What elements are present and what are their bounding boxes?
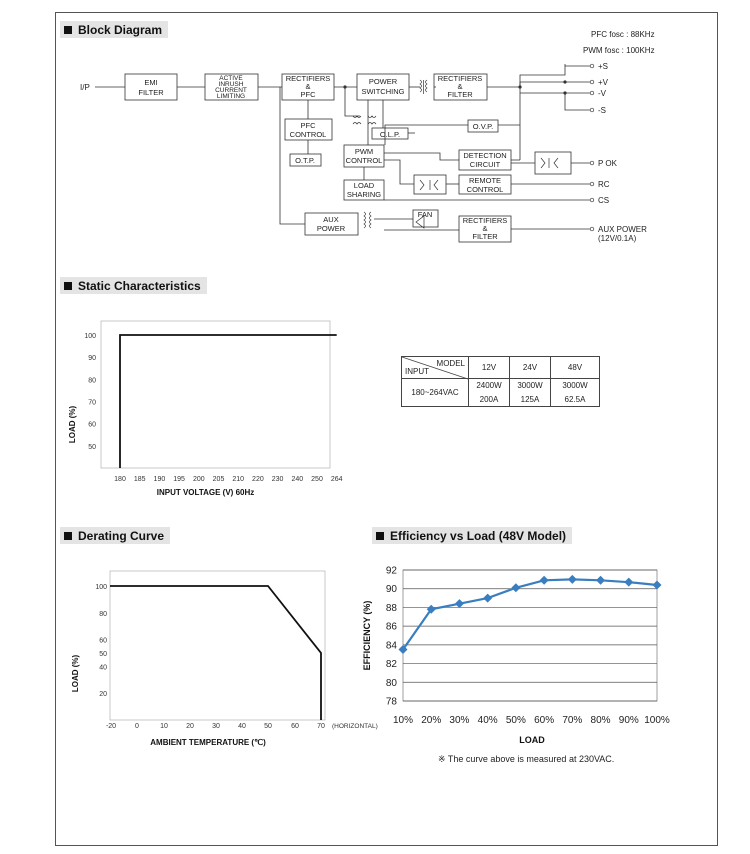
- y-axis-label: EFFICIENCY (%): [362, 600, 372, 671]
- svg-text:&: &: [482, 224, 488, 233]
- svg-text:POWER: POWER: [368, 77, 398, 86]
- svg-text:&: &: [305, 82, 311, 91]
- bullet-square-icon: [376, 532, 384, 540]
- pok-coupler-block: [535, 152, 571, 174]
- x-tick-label: 210: [232, 476, 245, 483]
- y-tick-label: 100: [95, 584, 107, 591]
- svg-text:FILTER: FILTER: [138, 88, 164, 97]
- section-efficiency-header: Efficiency vs Load (48V Model): [372, 527, 572, 544]
- y-tick-label: 82: [385, 659, 397, 671]
- x-tick-label: 70: [317, 723, 325, 730]
- svg-text:CIRCUIT: CIRCUIT: [469, 160, 501, 169]
- y-tick-label: 84: [385, 640, 397, 652]
- x-axis-label: INPUT VOLTAGE (V) 60Hz: [156, 488, 255, 497]
- svg-text:CS: CS: [598, 196, 610, 205]
- svg-text:INRUSH: INRUSH: [218, 81, 244, 88]
- svg-text:-V: -V: [598, 89, 606, 98]
- y-tick-label: 90: [385, 584, 397, 596]
- svg-text:O.L.P.: O.L.P.: [379, 130, 401, 139]
- svg-text:CONTROL: CONTROL: [345, 156, 383, 165]
- svg-text:EMI: EMI: [144, 78, 158, 87]
- svg-text:SHARING: SHARING: [346, 190, 382, 199]
- svg-text:FILTER: FILTER: [447, 90, 473, 99]
- block-diagram: [0, 0, 750, 260]
- svg-text:+S: +S: [598, 62, 609, 71]
- derating-curve-chart: [60, 570, 390, 755]
- y-tick-label: 88: [385, 602, 397, 614]
- svg-text:PFC: PFC: [300, 121, 316, 130]
- bullet-square-icon: [64, 282, 72, 290]
- x-tick-label: 30: [212, 723, 220, 730]
- x-tick-label: 80%: [590, 715, 611, 726]
- x-tick-label: 30%: [449, 715, 470, 726]
- x-axis-label: LOAD: [519, 735, 545, 745]
- svg-text:PWM: PWM: [354, 147, 374, 156]
- svg-text:P OK: P OK: [598, 159, 617, 168]
- svg-text:REMOTE: REMOTE: [468, 176, 502, 185]
- y-tick-label: 20: [99, 691, 107, 699]
- y-tick-label: 80: [99, 610, 107, 618]
- svg-text:POWER: POWER: [316, 224, 346, 233]
- plot-area: [403, 570, 657, 701]
- model-input-header: [402, 357, 469, 379]
- section-block-diagram-header: Block Diagram: [60, 21, 168, 38]
- y-tick-label: 80: [88, 377, 96, 385]
- svg-text:O.V.P.: O.V.P.: [472, 122, 494, 131]
- svg-text:-S: -S: [598, 106, 606, 115]
- svg-text:+V: +V: [598, 78, 609, 87]
- input-header-label: INPUT: [405, 367, 429, 376]
- svg-text:CONTROL: CONTROL: [466, 185, 504, 194]
- power-24v: 3000W: [510, 379, 551, 393]
- efficiency-note: ※ The curve above is measured at 230VAC.: [438, 754, 615, 764]
- ip-label: I/P: [80, 83, 90, 92]
- power-12v: 2400W: [469, 379, 510, 393]
- svg-text:O.T.P.: O.T.P.: [295, 156, 315, 165]
- current-12v: 200A: [469, 393, 510, 407]
- y-axis-label: LOAD (%): [68, 405, 77, 444]
- x-tick-label: 60: [291, 723, 299, 730]
- plot-area: [110, 571, 325, 720]
- x-tick-label: -20: [105, 723, 117, 730]
- x-tick-label: 185: [133, 476, 146, 483]
- bullet-square-icon: [64, 532, 72, 540]
- section-static-header: Static Characteristics: [60, 277, 207, 294]
- current-24v: 125A: [510, 393, 551, 407]
- model-col-12v: 12V: [469, 357, 510, 379]
- x-extra-label: (HORIZONTAL): [332, 723, 378, 730]
- svg-text:DETECTION: DETECTION: [463, 151, 507, 160]
- svg-text:&: &: [457, 82, 463, 91]
- y-tick-label: 80: [385, 677, 397, 689]
- svg-text:FAN: FAN: [417, 210, 433, 219]
- x-tick-label: 230: [271, 476, 284, 483]
- y-tick-label: 100: [84, 333, 96, 340]
- svg-text:FILTER: FILTER: [472, 232, 498, 241]
- model-col-24v: 24V: [510, 357, 551, 379]
- svg-text:RECTIFIERS: RECTIFIERS: [437, 74, 483, 83]
- x-tick-label: 50: [264, 723, 272, 730]
- svg-text:PFC: PFC: [300, 90, 316, 99]
- x-tick-label: 40%: [477, 715, 498, 726]
- x-tick-label: 40: [238, 723, 246, 730]
- x-tick-label: 180: [114, 476, 126, 483]
- x-tick-label: 90%: [618, 715, 639, 726]
- x-tick-label: 50%: [505, 715, 526, 726]
- svg-text:AUX POWER: AUX POWER: [598, 225, 647, 234]
- svg-text:RC: RC: [598, 180, 610, 189]
- section-derating-header: Derating Curve: [60, 527, 170, 544]
- x-tick-label: 220: [252, 476, 264, 483]
- x-tick-label: 60%: [534, 715, 555, 726]
- x-tick-label: 200: [192, 476, 205, 483]
- svg-text:AUX: AUX: [323, 215, 339, 224]
- static-characteristics-chart: [60, 318, 343, 503]
- x-tick-label: 10%: [392, 715, 414, 726]
- y-tick-label: 78: [385, 696, 397, 708]
- svg-text:CONTROL: CONTROL: [289, 130, 327, 139]
- svg-text:CURRENT: CURRENT: [215, 87, 247, 94]
- x-tick-label: 190: [153, 476, 166, 483]
- svg-text:LOAD: LOAD: [353, 181, 375, 190]
- x-tick-label: 250: [311, 476, 323, 483]
- x-tick-label: 240: [291, 476, 304, 483]
- svg-text:(12V/0.1A): (12V/0.1A): [598, 234, 637, 243]
- x-tick-label: 20: [186, 723, 194, 730]
- model-col-48v: 48V: [551, 357, 600, 379]
- x-tick-label: 205: [212, 476, 225, 483]
- efficiency-chart: [355, 560, 675, 750]
- svg-text:RECTIFIERS: RECTIFIERS: [285, 74, 331, 83]
- svg-text:LIMITING: LIMITING: [216, 93, 246, 100]
- y-tick-label: 50: [99, 651, 107, 658]
- plot-area: [101, 321, 330, 468]
- pwm-fosc-label: PWM fosc : 100KHz: [583, 46, 655, 55]
- x-tick-label: 100%: [644, 715, 670, 726]
- power-48v: 3000W: [551, 379, 600, 393]
- y-tick-label: 60: [88, 421, 96, 429]
- current-48v: 62.5A: [551, 393, 600, 407]
- x-axis-label: AMBIENT TEMPERATURE (℃): [150, 738, 266, 747]
- svg-text:SWITCHING: SWITCHING: [361, 87, 405, 96]
- model-header-label: MODEL: [436, 359, 465, 368]
- y-axis-label: LOAD (%): [71, 654, 80, 693]
- input-range-cell: 180~264VAC: [402, 379, 469, 407]
- y-tick-label: 60: [99, 637, 107, 645]
- y-tick-label: 90: [88, 355, 96, 363]
- x-tick-label: 0: [135, 723, 139, 730]
- x-tick-label: 70%: [562, 715, 583, 726]
- y-tick-label: 86: [385, 621, 397, 633]
- x-tick-label: 10: [160, 723, 168, 730]
- svg-text:RECTIFIERS: RECTIFIERS: [462, 216, 508, 225]
- x-tick-label: 195: [173, 476, 185, 483]
- x-tick-label: 264: [330, 476, 343, 483]
- pfc-fosc-label: PFC fosc : 88KHz: [591, 30, 655, 39]
- model-table: [401, 356, 600, 407]
- svg-text:ACTIVE: ACTIVE: [219, 75, 243, 82]
- y-tick-label: 70: [88, 399, 96, 407]
- y-tick-label: 92: [385, 565, 397, 577]
- y-tick-label: 50: [88, 443, 96, 451]
- y-tick-label: 40: [99, 664, 107, 672]
- x-tick-label: 20%: [421, 715, 442, 726]
